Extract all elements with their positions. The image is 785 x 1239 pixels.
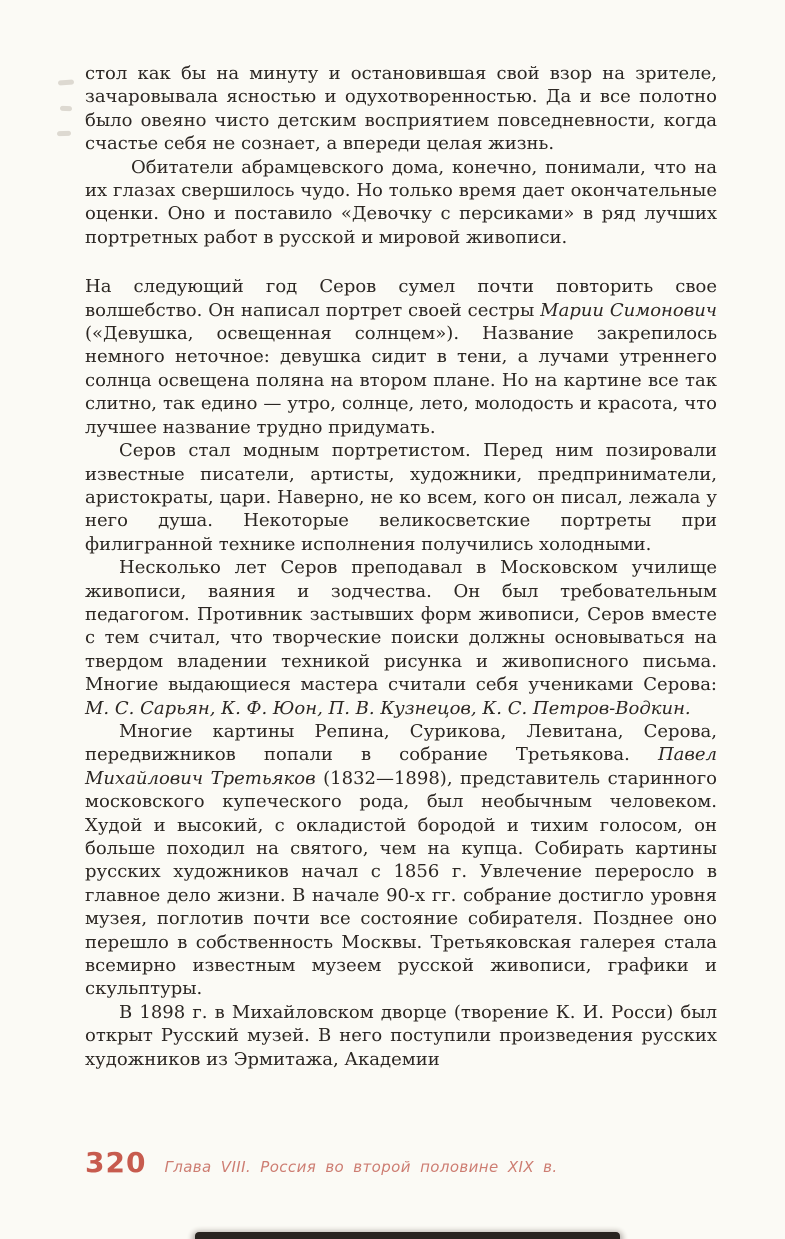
text-run: («Девушка, освещенная солнцем»). Название закрепилось немного неточное: девушка сидит в тени, а лучами утреннего солнца освещена поляна на втором плане. Но на картине все так слитно, так едино — утро, солнце, лето, молодость и красота, что лучшее название трудно придумать. (85, 323, 717, 438)
italic-run: Марии Симонович (540, 299, 717, 321)
paragraph (85, 62, 717, 156)
page-footer (85, 1146, 558, 1179)
paragraph (85, 720, 717, 1001)
paragraph (85, 156, 717, 250)
text-run: стол как бы на минуту и остановившая свой взор на зрителе, зачаровывала ясностью и одухотворенностью. Да и все полотно было овеяно чисто детским восприятием повседневности, когда счастье себя не сознает, а впереди целая жизнь. (85, 63, 717, 155)
paragraph (85, 275, 717, 439)
margin-mark (57, 131, 71, 136)
paragraph (85, 439, 717, 556)
text-run: Серов стал модным портретистом. Перед ним позировали известные писатели, артисты, художники, предприниматели, аристократы, цари. Наверно, не ко всем, кого он писал, лежала у него душа. Некоторые великосветские портреты при филигранной технике исполнения получились холодными. (85, 440, 717, 555)
margin-mark (58, 79, 74, 85)
margin-mark (60, 106, 72, 112)
text-run: Несколько лет Серов преподавал в Московском училище живописи, ваяния и зодчества. Он был требовательным педагогом. Противник застывших форм живописи, Серов вместе с тем считал, что творческие поиски должны основываться на твердом владении техникой рисунка и живописного письма. Многие выдающиеся мастера считали себя учениками Серова: (85, 557, 717, 696)
text-column (85, 62, 717, 1071)
running-chapter-title: Глава VIII. Россия во второй половине XIX в. (164, 1158, 558, 1176)
text-run: Обитатели абрамцевского дома, конечно, понимали, что на их глазах свершилось чудо. Но только время дает окончательные оценки. Оно и поставило «Девочку с персиками» в ряд лучших портретных работ в русской и мировой живописи. (85, 156, 717, 248)
text-run: На следующий год Серов сумел почти повторить свое волшебство. Он написал портрет своей сестры (85, 276, 717, 321)
text-run: (1832—1898), представитель старинного московского купеческого рода, был необычным человеком. Худой и высокий, с окладистой бородой и тихим голосом, он больше походил на святого, чем на купца. Собирать картины русских художников начал с 1856 г. Увлечение переросло в главное дело жизни. В начале 90-х гг. собрание достигло уровня музея, поглотив почти все состояние собирателя. Позднее оно перешло в собственность Москвы. Третьяковская галерея стала всемирно известным музеем русской живописи, графики и скульптуры. (85, 767, 717, 1000)
page-number: 320 (85, 1146, 147, 1179)
body-text-block (85, 275, 717, 1071)
italic-run: Павел Михайлович Третьяков (85, 744, 717, 789)
italic-run: М. С. Сарьян, К. Ф. Юон, П. В. Кузнецов, К. С. Петров-Водкин. (85, 697, 691, 719)
scan-bottom-edge (195, 1232, 620, 1239)
paragraph (85, 556, 717, 720)
text-run: В 1898 г. в Михайловском дворце (творение К. И. Росси) был открыт Русский музей. В него поступили произведения русских художников из Эрмитажа, Академии (85, 1001, 717, 1070)
paragraph (85, 1001, 717, 1071)
text-run: Многие картины Репина, Сурикова, Левитана, Серова, передвижников попали в собрание Третьякова. (85, 720, 717, 766)
intro-text-block (85, 62, 717, 249)
